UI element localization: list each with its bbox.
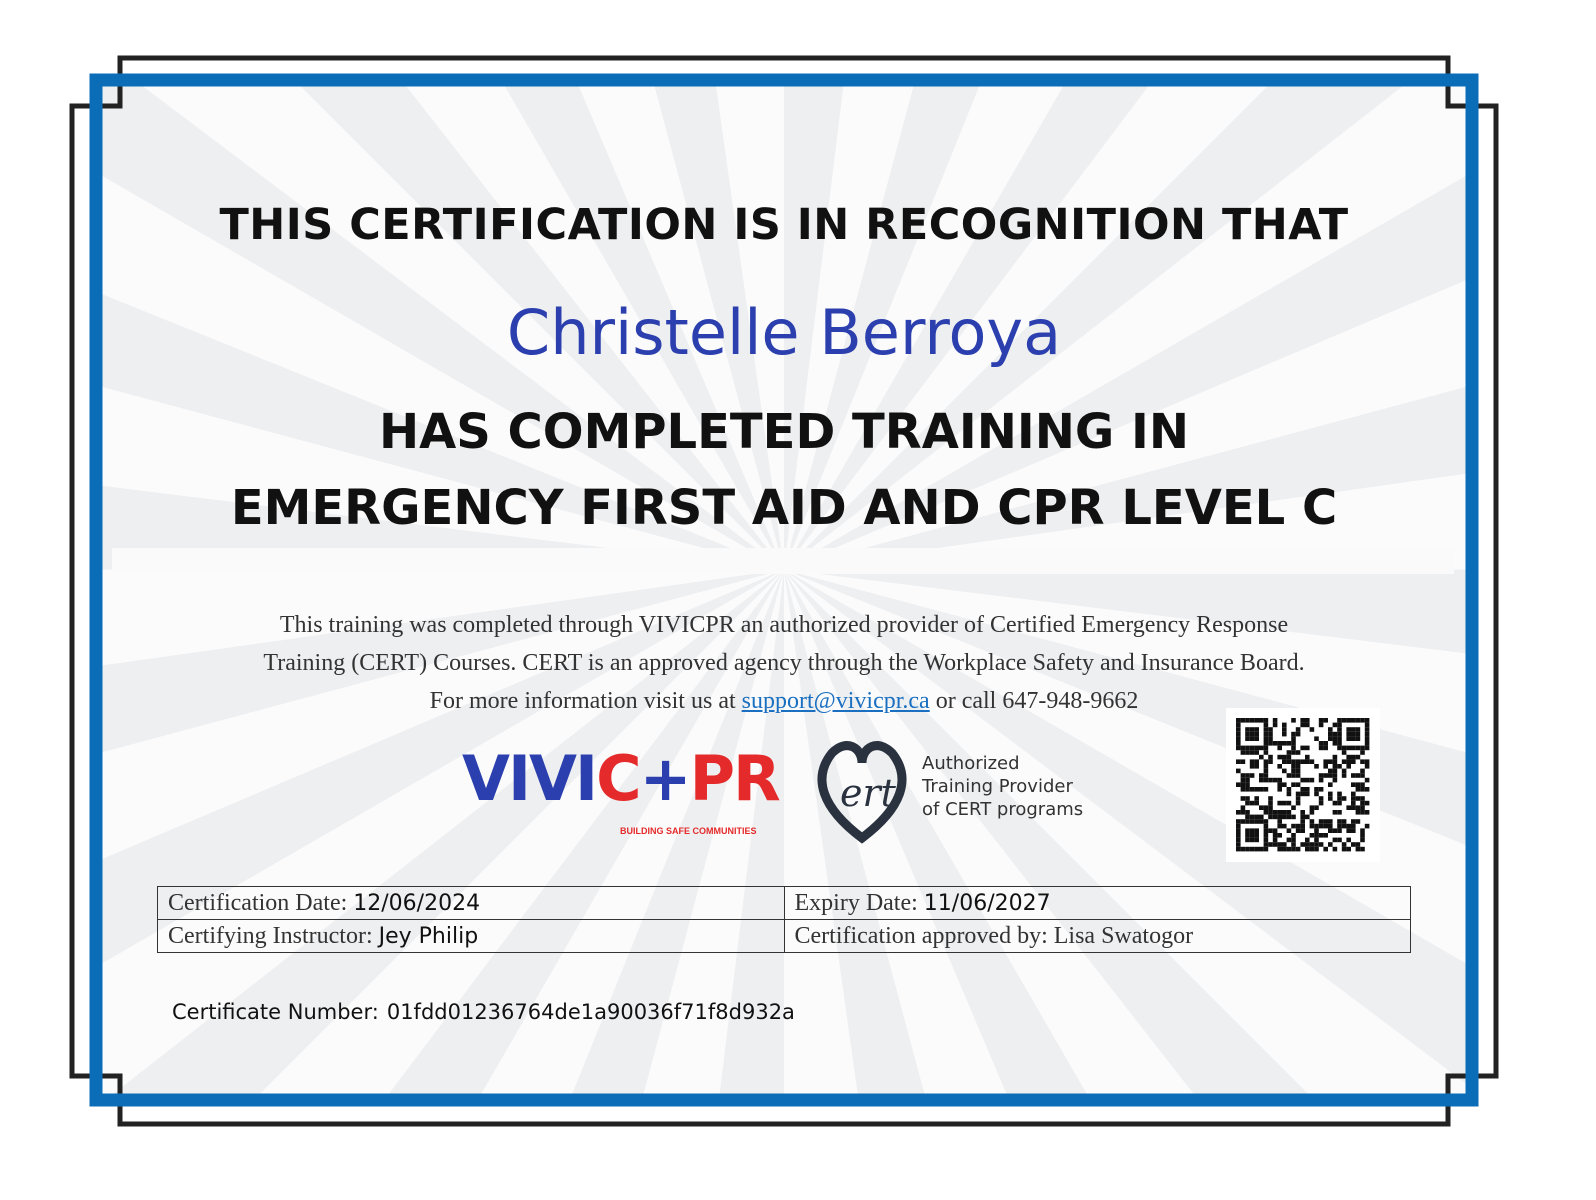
- cert-date-value: 12/06/2024: [353, 890, 481, 916]
- certificate-number-value: 01fdd01236764de1a90036f71f8d932a: [386, 1000, 795, 1024]
- expiry-label: Expiry Date:: [794, 889, 918, 916]
- instructor-label: Certifying Instructor:: [168, 922, 373, 949]
- logo-text: C: [596, 742, 640, 815]
- cert-heart-icon: [812, 738, 912, 844]
- cert-text: Training Provider: [922, 776, 1073, 797]
- certificate-number-label: Certificate Number:: [172, 1000, 379, 1024]
- expiry-value: 11/06/2027: [923, 890, 1051, 916]
- paragraph-text: For more information visit us at: [429, 688, 742, 714]
- description-paragraph: [150, 606, 1418, 720]
- instructor-value: Jey Philip: [378, 923, 479, 949]
- paragraph-line: Training (CERT) Courses. CERT is an approved agency through the Workplace Safety and Insurance Board.: [263, 650, 1305, 676]
- paragraph-text: or call 647-948-9662: [929, 688, 1139, 714]
- logo-text: PR: [689, 742, 779, 815]
- recipient-name: Christelle Berroya: [506, 296, 1062, 369]
- paragraph-line: This training was completed through VIVICPR an authorized provider of Certified Emergency Response: [279, 612, 1289, 638]
- certificate-heading: THIS CERTIFICATION IS IN RECOGNITION THAT: [219, 200, 1349, 250]
- cert-text: of CERT programs: [922, 799, 1084, 820]
- course-name: EMERGENCY FIRST AID AND CPR LEVEL C: [230, 480, 1338, 536]
- approved-value: Lisa Swatogor: [1053, 922, 1194, 949]
- qr-code[interactable]: [1226, 708, 1380, 862]
- svg-text:ert: ert: [840, 771, 896, 815]
- completed-line: HAS COMPLETED TRAINING IN: [378, 404, 1190, 460]
- logo-tagline: BUILDING SAFE COMMUNITIES: [620, 826, 757, 836]
- vivicpr-logo: VIVIC+PR BUILDING SAFE COMMUNITIES: [462, 742, 779, 836]
- details-table: [157, 886, 1411, 953]
- logo-text: VIVI: [462, 742, 597, 815]
- cert-text: Authorized: [922, 753, 1020, 774]
- approved-label: Certification approved by:: [794, 922, 1048, 949]
- cert-date-label: Certification Date:: [168, 889, 348, 916]
- cert-logo: [812, 738, 1112, 844]
- support-email-link[interactable]: support@vivicpr.ca: [741, 688, 930, 714]
- certificate-number: [172, 1000, 795, 1024]
